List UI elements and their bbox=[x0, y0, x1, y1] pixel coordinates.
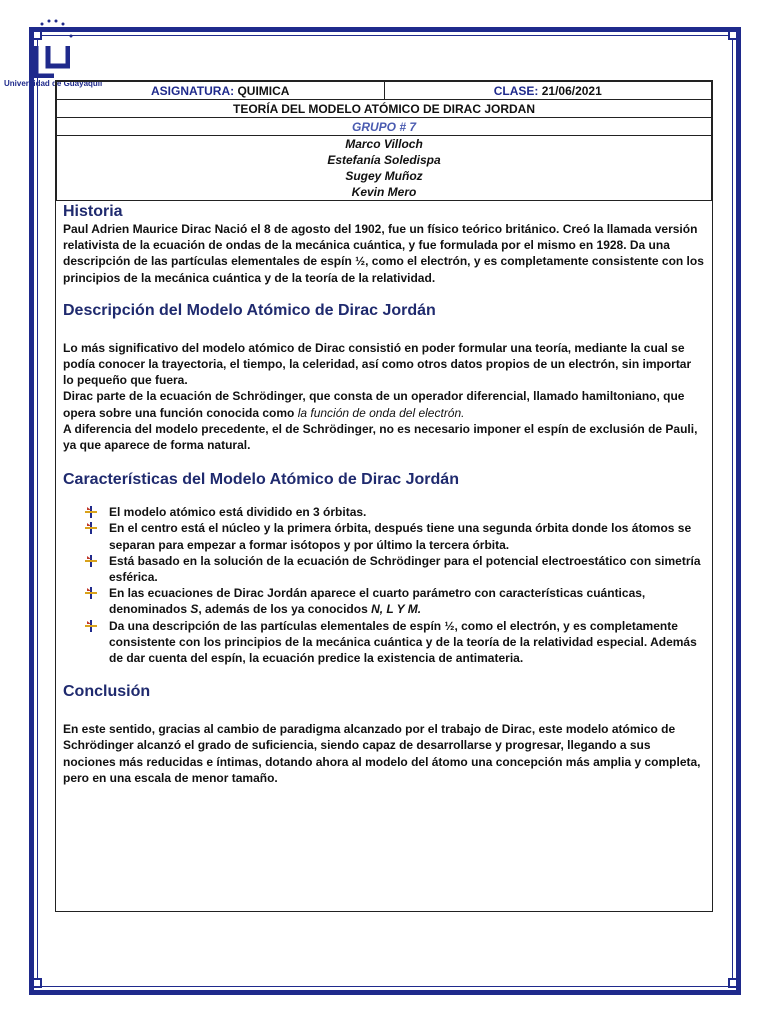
border-corner-ornament bbox=[728, 30, 738, 40]
list-item-italic-nlm: N, L Y M. bbox=[371, 602, 422, 617]
historia-heading: Historia bbox=[63, 203, 123, 220]
arrow-bullet-icon bbox=[85, 555, 97, 567]
members-cell bbox=[57, 136, 712, 201]
descripcion-paragraph-3: A diferencia del modelo precedente, el de Schrödinger, no es necesario imponer el espín de exclusión de Pauli, ya que aparece de forma natural. bbox=[63, 421, 698, 453]
document-title: TEORÍA DEL MODELO ATÓMICO DE DIRAC JORDAN bbox=[57, 100, 712, 118]
descripcion-paragraph-2 bbox=[63, 388, 705, 420]
descripcion-heading: Descripción del Modelo Atómico de Dirac Jordán bbox=[63, 301, 436, 319]
caracteristicas-heading: Características del Modelo Atómico de Dirac Jordán bbox=[63, 471, 459, 489]
conclusion-text: En este sentido, gracias al cambio de paradigma alcanzado por el trabajo de Dirac, este modelo atómico de Schrödinger alcanzó el grado de suficiencia, siendo capaz de desarrollarse y progresar, llegando a sus nociones más reducidas e íntimas, dotando ahora al modelo del átomo una concepción más amplia y completa, pero en una escala de menor tamaño. bbox=[63, 722, 701, 785]
asignatura-value: QUIMICA bbox=[237, 83, 290, 98]
list-item-text: El modelo atómico está dividido en 3 órbitas. bbox=[109, 505, 367, 520]
border-corner-ornament bbox=[728, 978, 738, 988]
list-item-text: En el centro está el núcleo y la primera órbita, después tiene una segunda órbita donde los átomos se separan para empezar a formar isótopos y por último la tercera órbita. bbox=[109, 521, 692, 552]
university-logo bbox=[0, 14, 103, 88]
border-corner-ornament bbox=[32, 978, 42, 988]
member-name: Sugey Muñoz bbox=[345, 169, 423, 183]
list-item-italic-s: S bbox=[190, 602, 199, 617]
list-item bbox=[85, 618, 705, 667]
list-item-text bbox=[109, 586, 645, 616]
document-content bbox=[55, 80, 713, 912]
list-item-text: Da una descripción de las partículas elementales de espín ½, como el electrón, y es completamente consistente con los principios de la mecánica cuántica y de la teoría de la relatividad especial. Además de dar cuenta del espín, la ecuación predice la existencia de antimateria. bbox=[109, 618, 697, 666]
list-item-text-part: En las ecuaciones de Dirac Jordán aparece el cuarto parámetro con características cuánticas, denominados bbox=[109, 586, 646, 617]
header-table bbox=[56, 81, 712, 201]
clase-cell bbox=[384, 82, 712, 100]
asignatura-cell bbox=[57, 82, 385, 100]
list-item-text-part: , además de los ya conocidos bbox=[198, 602, 372, 617]
member-name: Kevin Mero bbox=[351, 185, 417, 199]
arrow-bullet-icon bbox=[85, 522, 97, 534]
list-item bbox=[85, 585, 705, 617]
list-item bbox=[85, 520, 705, 552]
logo-emblem-icon bbox=[34, 44, 70, 78]
logo-text: Universidad de Guayaquil bbox=[4, 79, 103, 88]
descripcion-paragraph-2-text: Dirac parte de la ecuación de Schrödinger, que consta de un operador diferencial, llamado hamiltoniano, que opera sobre una función conocida como bbox=[63, 389, 685, 420]
arrow-bullet-icon bbox=[85, 620, 97, 632]
historia-text: Paul Adrien Maurice Dirac Nació el 8 de agosto del 1902, fue un físico teórico británico. Creó la llamada versión relativista de la ecuación de ondas de la mecánica cuántica, y fue formulada por el mismo en 1928. Da una descripción de las partículas elementales de espín ½, como el electrón, y es completamente consistente con los principios de la mecánica cuántica y de la teoría de la relatividad. bbox=[63, 222, 704, 285]
clase-value: 21/06/2021 bbox=[541, 83, 602, 98]
caracteristicas-list bbox=[63, 504, 705, 666]
list-item bbox=[85, 553, 705, 585]
asignatura-label: ASIGNATURA: bbox=[151, 83, 235, 98]
grupo-label: GRUPO # 7 bbox=[57, 118, 712, 136]
conclusion-heading: Conclusión bbox=[63, 683, 151, 701]
list-item bbox=[85, 504, 705, 520]
descripcion-italic-term: la función de onda del electrón. bbox=[297, 405, 465, 420]
logo-dots-icon bbox=[28, 18, 74, 40]
member-name: Marco Villoch bbox=[345, 137, 423, 151]
arrow-bullet-icon bbox=[85, 587, 97, 599]
list-item-text: Está basado en la solución de la ecuación de Schrödinger para el potencial electroestático con simetría esférica. bbox=[109, 553, 701, 585]
member-name: Estefanía Soledispa bbox=[327, 153, 441, 167]
arrow-bullet-icon bbox=[85, 506, 97, 518]
document-body bbox=[56, 203, 712, 786]
descripcion-paragraph-1: Lo más significativo del modelo atómico de Dirac consistió en poder formular una teoría, mediante la cual se podía conocer la trayectoria, el tiempo, la celeridad, así como otros datos propios de un electrón, sin importar lo pequeño que fuera. bbox=[63, 340, 692, 388]
clase-label: CLASE: bbox=[493, 83, 539, 98]
